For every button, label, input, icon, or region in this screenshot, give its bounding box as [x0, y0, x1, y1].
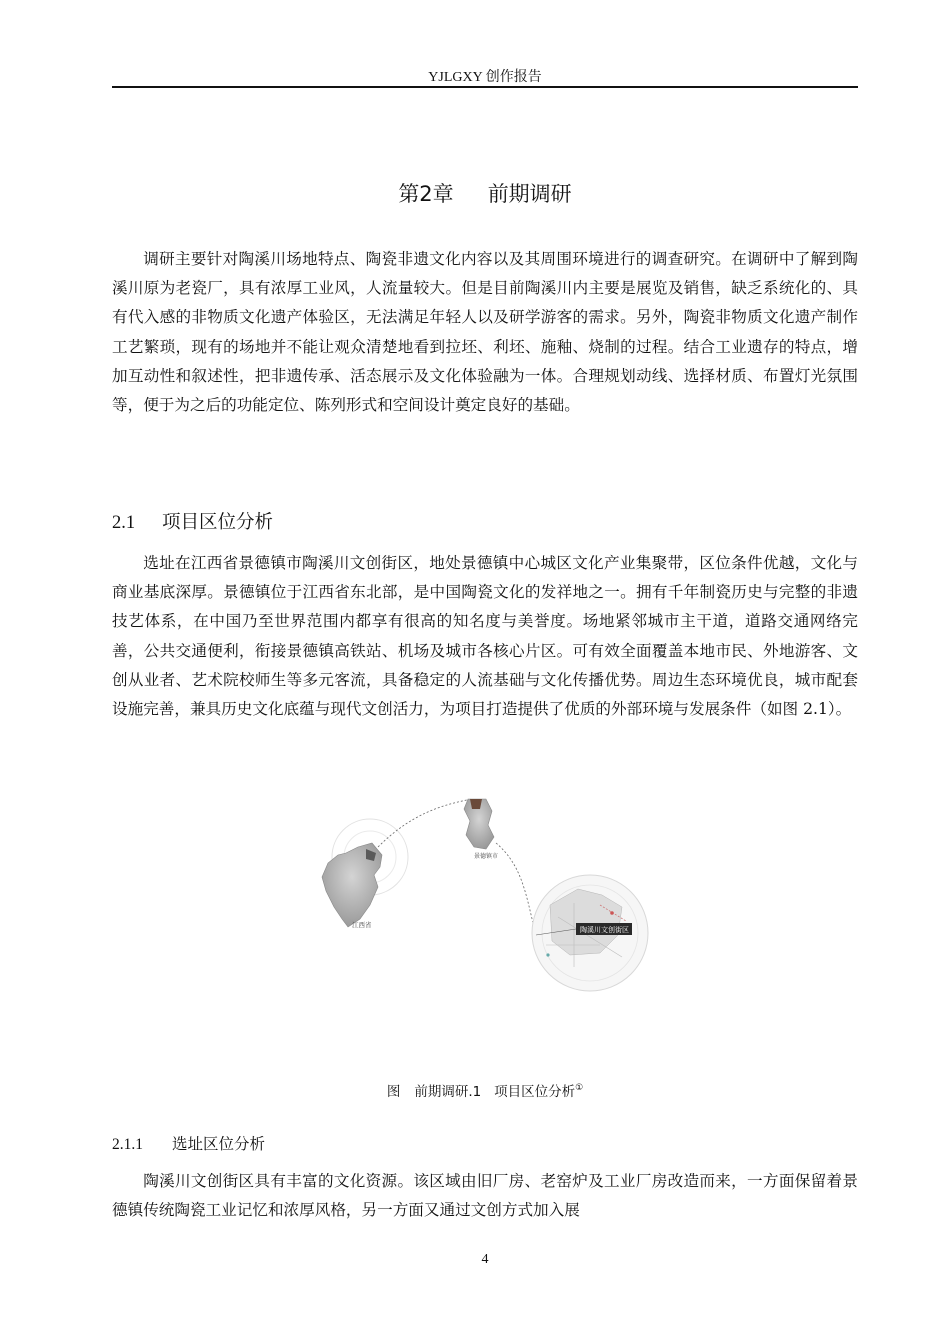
station-point-icon — [546, 953, 549, 956]
section-title: 项目区位分析 — [162, 512, 274, 533]
caption-note-mark: ① — [575, 1083, 584, 1093]
city-label: 景德镇市 — [474, 853, 499, 860]
site-label: 陶溪川文创街区 — [580, 926, 629, 934]
chapter-name: 前期调研 — [487, 182, 572, 206]
running-header: YJLGXY 创作报告 — [428, 70, 542, 85]
caption-label: 前期调研.1 — [414, 1084, 482, 1100]
figure-caption — [112, 1080, 858, 1100]
location-map-illustration — [300, 795, 680, 1045]
caption-prefix: 图 — [386, 1084, 401, 1100]
section-heading-2-1-1 — [112, 1132, 265, 1154]
subsection-title: 选址区位分析 — [172, 1135, 266, 1153]
chapter-number: 第2章 — [398, 182, 454, 206]
province-label: 江西省 — [352, 921, 372, 929]
section-number: 2.1 — [112, 513, 136, 533]
chapter-title — [112, 178, 858, 208]
header-rule — [112, 86, 858, 88]
location-paragraph: 选址在江西省景德镇市陶溪川文创街区，地处景德镇中心城区文化产业集聚带，区位条件优越，文化与商业基底深厚。景德镇位于江西省东北部，是中国陶瓷文化的发祥地之一。拥有千年制瓷历史与完整的非遗技艺体系，在中国乃至世界范围内都享有很高的知名度与美誉度。场地紧邻城市主干道，道路交通网络完善，公共交通便利，衔接景德镇高铁站、机场及城市各核心片区。可有效全面覆盖本地市民、外地游客、文创从业者、艺术院校师生等多元客流，具备稳定的人流基础与文化传播优势。周边生态环境优良，城市配套设施完善，兼具历史文化底蕴与现代文创活力，为项目打造提供了优质的外部环境与发展条件（如图 2.1）。 — [112, 554, 858, 719]
route-city-to-site — [496, 843, 534, 927]
site-paragraph: 陶溪川文创街区具有丰富的文化资源。该区域由旧厂房、老窑炉及工业厂房改造而来，一方面保留着景德镇传统陶瓷工业记忆和浓厚风格，另一方面又通过文创方式加入展 — [112, 1172, 858, 1220]
page-number: 4 — [481, 1252, 489, 1267]
location-analysis-figure — [300, 795, 680, 1045]
section-heading-2-1 — [112, 508, 273, 534]
site-point-icon — [610, 911, 614, 915]
city-site-marker — [470, 799, 482, 809]
caption-title: 项目区位分析 — [494, 1084, 576, 1100]
route-province-to-city — [378, 799, 472, 847]
intro-paragraph: 调研主要针对陶溪川场地特点、陶瓷非遗文化内容以及其周围环境进行的调查研究。在调研中了解到陶溪川原为老瓷厂，具有浓厚工业风，人流量较大。但是目前陶溪川内主要是展览及销售，缺乏系统化的、具有代入感的非物质文化遗产体验区，无法满足年轻人以及研学游客的需求。另外，陶瓷非物质文化遗产制作工艺繁琐，现有的场地并不能让观众清楚地看到拉坯、利坯、施釉、烧制的过程。结合工业遗存的特点，增加互动性和叙述性，把非遗传承、活态展示及文化体验融为一体。合理规划动线、选择材质、布置灯光氛围等，便于为之后的功能定位、陈列形式和空间设计奠定良好的基础。 — [112, 250, 858, 415]
subsection-number: 2.1.1 — [112, 1136, 143, 1153]
